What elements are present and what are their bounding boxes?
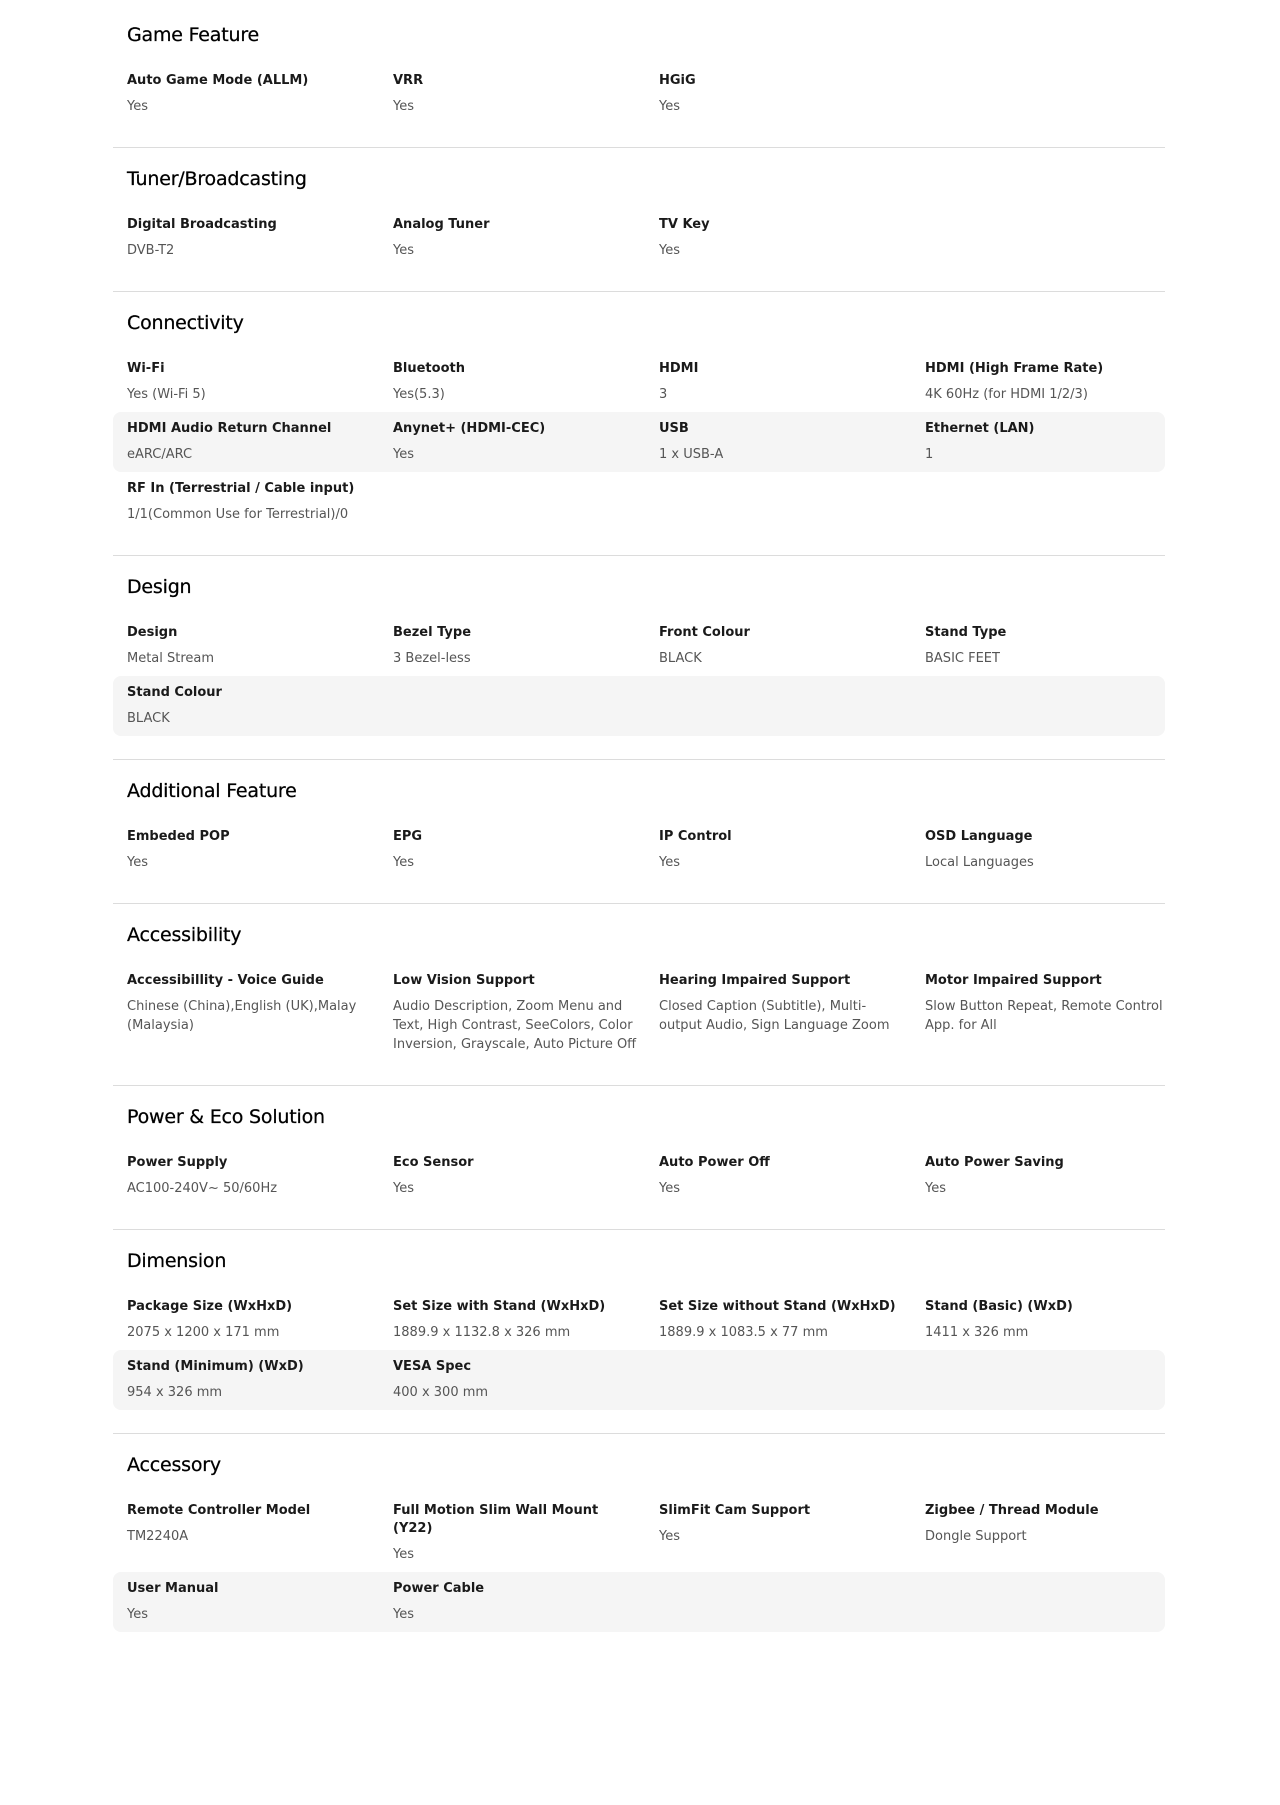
spec-item: [127, 1298, 393, 1342]
spec-item: [393, 216, 659, 260]
section-title: Tuner/Broadcasting: [127, 168, 307, 190]
spec-item: [393, 420, 659, 464]
spec-value: 1 x USB-A: [659, 447, 724, 462]
spec-row: [113, 1350, 1165, 1410]
spec-label: Auto Power Off: [659, 1155, 770, 1170]
spec-item: [127, 1580, 393, 1624]
spec-label: Stand (Basic) (WxD): [925, 1299, 1073, 1314]
spec-item: [659, 420, 925, 464]
spec-value: 2075 x 1200 x 171 mm: [127, 1325, 280, 1340]
spec-row: [113, 1572, 1165, 1632]
spec-label: Analog Tuner: [393, 217, 490, 232]
spec-value: Yes: [393, 243, 414, 258]
spec-label: HDMI Audio Return Channel: [127, 421, 332, 436]
spec-item: [659, 828, 925, 872]
spec-item: [659, 360, 925, 404]
section-title: Additional Feature: [127, 780, 297, 802]
spec-section: [113, 1452, 1165, 1655]
spec-item: [127, 624, 393, 668]
spec-value: Local Languages: [925, 855, 1034, 870]
spec-item: [925, 624, 1191, 668]
spec-value: Yes: [393, 855, 414, 870]
spec-value: 1: [925, 447, 934, 462]
spec-section: [113, 310, 1165, 556]
spec-label: Stand Colour: [127, 685, 222, 700]
spec-item: [659, 624, 925, 668]
spec-value: Yes(5.3): [393, 387, 445, 402]
spec-label: Auto Game Mode (ALLM): [127, 73, 309, 88]
spec-value: Yes: [393, 1607, 414, 1622]
spec-label: Stand Type: [925, 625, 1007, 640]
spec-item: [393, 1580, 659, 1624]
spec-label: IP Control: [659, 829, 732, 844]
spec-section: [113, 1248, 1165, 1434]
spec-value: Yes: [127, 855, 148, 870]
spec-value: 1889.9 x 1083.5 x 77 mm: [659, 1325, 828, 1340]
spec-label: VESA Spec: [393, 1359, 472, 1374]
spec-row: [113, 1146, 1165, 1206]
spec-item: [393, 1502, 659, 1564]
spec-label: Package Size (WxHxD): [127, 1299, 293, 1314]
spec-label: Set Size without Stand (WxHxD): [659, 1299, 896, 1314]
spec-value: Yes: [127, 99, 148, 114]
spec-label: Design: [127, 625, 178, 640]
spec-label: Full Motion Slim Wall Mount (Y22): [393, 1503, 599, 1536]
spec-value: 400 x 300 mm: [393, 1385, 489, 1400]
section-title: Connectivity: [127, 312, 244, 334]
spec-item: [925, 1502, 1191, 1564]
spec-value: Yes: [393, 1547, 414, 1562]
spec-section: [113, 778, 1165, 904]
spec-item: [127, 420, 393, 464]
spec-row: [113, 820, 1165, 880]
spec-item: [925, 360, 1191, 404]
spec-value: BLACK: [659, 651, 702, 666]
spec-item: [393, 972, 659, 1054]
spec-value: Yes: [393, 99, 414, 114]
spec-label: Auto Power Saving: [925, 1155, 1064, 1170]
spec-value: Yes: [659, 855, 680, 870]
spec-value: 954 x 326 mm: [127, 1385, 223, 1400]
spec-label: Hearing Impaired Support: [659, 973, 851, 988]
spec-section: [113, 574, 1165, 760]
spec-label: Accessibillity - Voice Guide: [127, 973, 324, 988]
spec-section: [113, 166, 1165, 292]
spec-label: RF In (Terrestrial / Cable input): [127, 481, 355, 496]
section-title: Dimension: [127, 1250, 227, 1272]
spec-item: [127, 1154, 393, 1198]
spec-label: Wi-Fi: [127, 361, 165, 376]
spec-value: BLACK: [127, 711, 170, 726]
spec-item: [659, 72, 925, 116]
spec-label: Eco Sensor: [393, 1155, 474, 1170]
spec-item: [127, 828, 393, 872]
spec-value: AC100-240V~ 50/60Hz: [127, 1181, 278, 1196]
spec-label: Front Colour: [659, 625, 750, 640]
spec-value: 3 Bezel-less: [393, 651, 471, 666]
spec-row: [113, 208, 1165, 268]
spec-label: Zigbee / Thread Module: [925, 1503, 1099, 1518]
spec-item: [393, 72, 659, 116]
spec-label: VRR: [393, 73, 424, 88]
spec-value: 4K 60Hz (for HDMI 1/2/3): [925, 387, 1088, 402]
spec-item: [925, 1154, 1191, 1198]
spec-label: Bluetooth: [393, 361, 465, 376]
spec-item: [925, 972, 1191, 1054]
spec-value: Chinese (China),English (UK),Malay (Malaysia): [127, 999, 357, 1033]
spec-item: [393, 624, 659, 668]
spec-value: 1411 x 326 mm: [925, 1325, 1029, 1340]
spec-value: Dongle Support: [925, 1529, 1027, 1544]
spec-value: TM2240A: [127, 1529, 189, 1544]
spec-item: [127, 480, 393, 524]
spec-value: Closed Caption (Subtitle), Multi-output Audio, Sign Language Zoom: [659, 999, 890, 1033]
spec-item: [127, 684, 393, 728]
spec-label: Stand (Minimum) (WxD): [127, 1359, 304, 1374]
spec-label: Ethernet (LAN): [925, 421, 1035, 436]
spec-item: [659, 216, 925, 260]
spec-item: [127, 216, 393, 260]
spec-row: [113, 964, 1165, 1062]
spec-sheet: [113, 0, 1165, 1655]
spec-label: Digital Broadcasting: [127, 217, 277, 232]
spec-label: HGiG: [659, 73, 696, 88]
spec-item: [393, 1358, 659, 1402]
spec-row: [113, 676, 1165, 736]
section-title: Accessibility: [127, 924, 242, 946]
spec-label: Embeded POP: [127, 829, 230, 844]
spec-value: BASIC FEET: [925, 651, 1000, 666]
spec-label: SlimFit Cam Support: [659, 1503, 811, 1518]
spec-item: [393, 1298, 659, 1342]
spec-value: 1889.9 x 1132.8 x 326 mm: [393, 1325, 571, 1340]
spec-row: [113, 616, 1165, 676]
spec-label: HDMI: [659, 361, 699, 376]
spec-item: [127, 1358, 393, 1402]
spec-item: [659, 1154, 925, 1198]
spec-item: [127, 972, 393, 1054]
spec-item: [925, 1298, 1191, 1342]
spec-value: Yes: [659, 1181, 680, 1196]
spec-label: Bezel Type: [393, 625, 472, 640]
spec-value: Yes: [393, 447, 414, 462]
spec-value: Slow Button Repeat, Remote Control App. for All: [925, 999, 1163, 1033]
spec-item: [393, 828, 659, 872]
spec-value: Yes: [393, 1181, 414, 1196]
spec-value: Yes: [925, 1181, 946, 1196]
spec-label: EPG: [393, 829, 423, 844]
section-title: Design: [127, 576, 192, 598]
spec-section: [113, 1104, 1165, 1230]
spec-item: [659, 1298, 925, 1342]
spec-item: [127, 1502, 393, 1564]
spec-item: [127, 360, 393, 404]
spec-value: DVB-T2: [127, 243, 175, 258]
spec-value: 3: [659, 387, 668, 402]
spec-label: USB: [659, 421, 689, 436]
spec-row: [113, 1290, 1165, 1350]
spec-row: [113, 1494, 1165, 1572]
spec-section: [113, 922, 1165, 1086]
spec-value: 1/1(Common Use for Terrestrial)/0: [127, 507, 349, 522]
spec-label: Set Size with Stand (WxHxD): [393, 1299, 606, 1314]
spec-value: Yes: [659, 243, 680, 258]
spec-label: OSD Language: [925, 829, 1033, 844]
spec-item: [659, 1502, 925, 1564]
spec-row: [113, 472, 1165, 532]
spec-label: User Manual: [127, 1581, 219, 1596]
spec-row: [113, 412, 1165, 472]
spec-value: Yes: [659, 99, 680, 114]
spec-row: [113, 352, 1165, 412]
spec-label: Motor Impaired Support: [925, 973, 1102, 988]
spec-label: TV Key: [659, 217, 710, 232]
spec-label: Anynet+ (HDMI-CEC): [393, 421, 546, 436]
spec-label: Remote Controller Model: [127, 1503, 311, 1518]
spec-label: HDMI (High Frame Rate): [925, 361, 1104, 376]
spec-item: [393, 1154, 659, 1198]
spec-item: [127, 72, 393, 116]
section-title: Accessory: [127, 1454, 221, 1476]
spec-item: [659, 972, 925, 1054]
section-title: Game Feature: [127, 24, 260, 46]
spec-item: [925, 828, 1191, 872]
spec-section: [113, 22, 1165, 148]
spec-value: Yes (Wi-Fi 5): [127, 387, 206, 402]
spec-label: Power Cable: [393, 1581, 485, 1596]
spec-value: Yes: [127, 1607, 148, 1622]
spec-item: [393, 360, 659, 404]
spec-value: Yes: [659, 1529, 680, 1544]
section-title: Power & Eco Solution: [127, 1106, 325, 1128]
spec-value: Metal Stream: [127, 651, 215, 666]
spec-value: eARC/ARC: [127, 447, 193, 462]
spec-label: Power Supply: [127, 1155, 228, 1170]
spec-label: Low Vision Support: [393, 973, 535, 988]
spec-row: [113, 64, 1165, 124]
spec-value: Audio Description, Zoom Menu and Text, High Contrast, SeeColors, Color Inversion, Grayscale, Auto Picture Off: [393, 999, 637, 1052]
spec-item: [925, 420, 1191, 464]
